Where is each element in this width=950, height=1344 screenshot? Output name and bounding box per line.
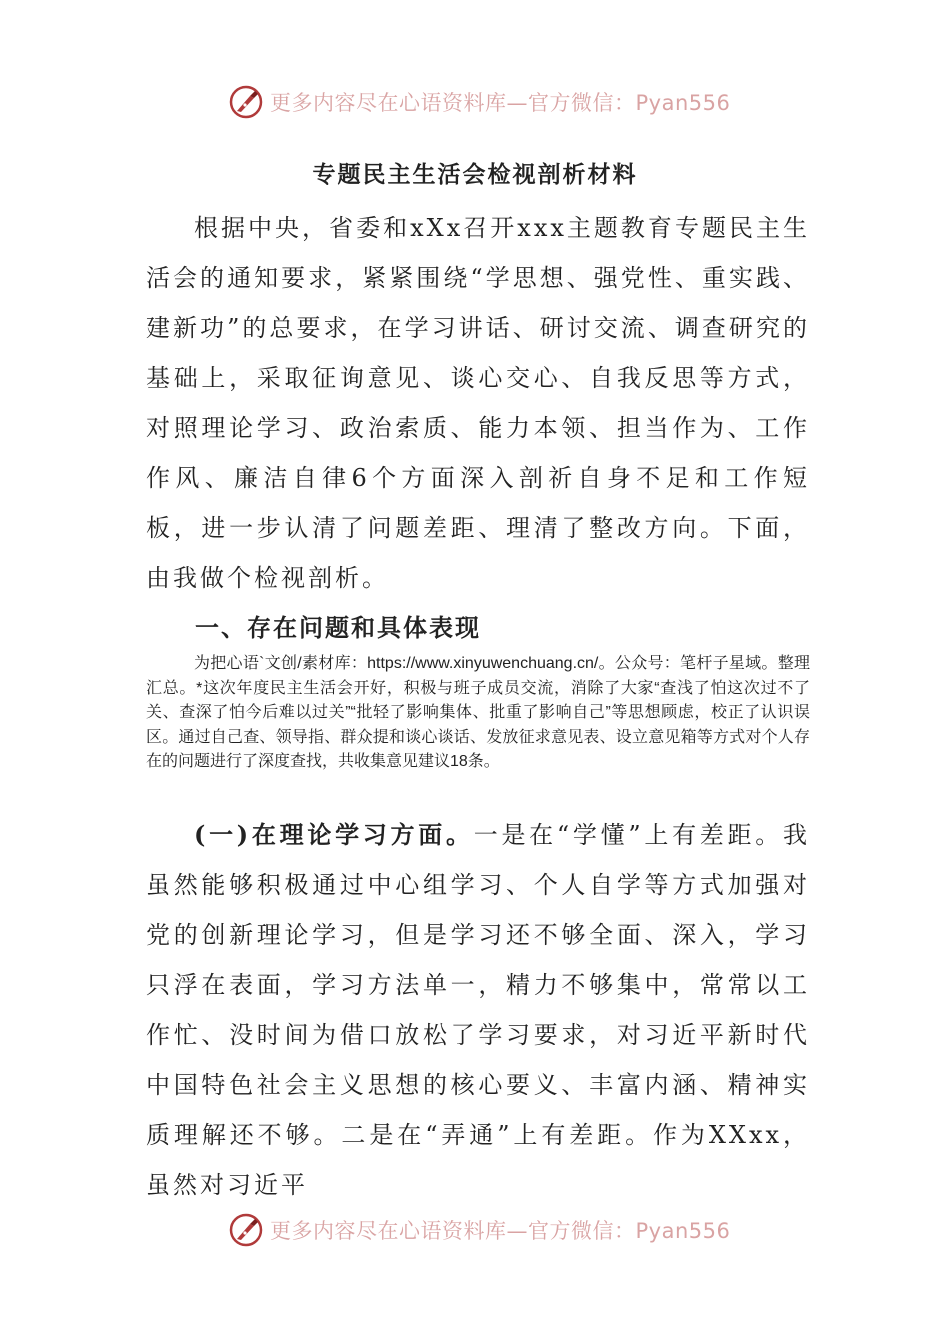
theory-study-paragraph: [146, 810, 810, 1210]
pen-nib-logo-icon: [228, 1212, 264, 1248]
intro-paragraph: 根据中央，省委和xXx召开xxx主题教育专题民主生活会的通知要求，紧紧围绕“学思想、强党性、重实践、建新功”的总要求，在学习讲话、研讨交流、调查研究的基础上，采取征询意见、谈心交心、自我反思等方式，对照理论学习、政治索质、能力本领、担当作为、工作作风、廉洁自律6个方面深入剖祈自身不足和工作短板，进一步认清了问题差距、理清了整改方向。下面，由我做个检视剖析。: [146, 214, 810, 592]
watermark-text: 更多内容尽在心语资料库—官方微信：Pyan556: [270, 91, 731, 115]
source-note-paragraph: 为把心语`文创/素材库：https://www.xinyuwenchuang.cn/。公众号：笔杆子星域。整理汇总。*这次年度民主生活会开好，积极与班子成员交流，消除了大家“查浅了怕这次过不了关、查深了怕今后难以过关”“批轻了影响集体、批重了影响自己”等思想顾虑，校正了认识误区。通过自己查、领导指、群众提和谈心谈话、发放征求意见表、设立意见箱等方式对个人存在的问题进行了深度查找，共收集意见建议18条。: [146, 655, 810, 770]
subsection-text: 一是在“学懂”上有差距。我虽然能够积极通过中心组学习、个人自学等方式加强对党的创新理论学习，但是学习还不够全面、深入，学习只浮在表面，学习方法单一，精力不够集中，常常以工作忙、没时间为借口放松了学习要求，对习近平新时代中国特色社会主义思想的核心要义、丰富内涵、精神实质理解还不够。二是在“弄通”上有差距。作为XXxx，虽然对习近平: [146, 821, 810, 1199]
pen-nib-logo-icon: [228, 84, 264, 120]
watermark-text: 更多内容尽在心语资料库—官方微信：Pyan556: [270, 1219, 731, 1243]
watermark-banner-top: [228, 82, 748, 122]
document-title: 专题民主生活会检视剖析材料: [312, 161, 638, 188]
subsection-lead: (一)在理论学习方面。: [194, 820, 474, 849]
section-heading: 一、存在问题和具体表现: [195, 613, 481, 642]
watermark-banner-bottom: [228, 1210, 748, 1250]
